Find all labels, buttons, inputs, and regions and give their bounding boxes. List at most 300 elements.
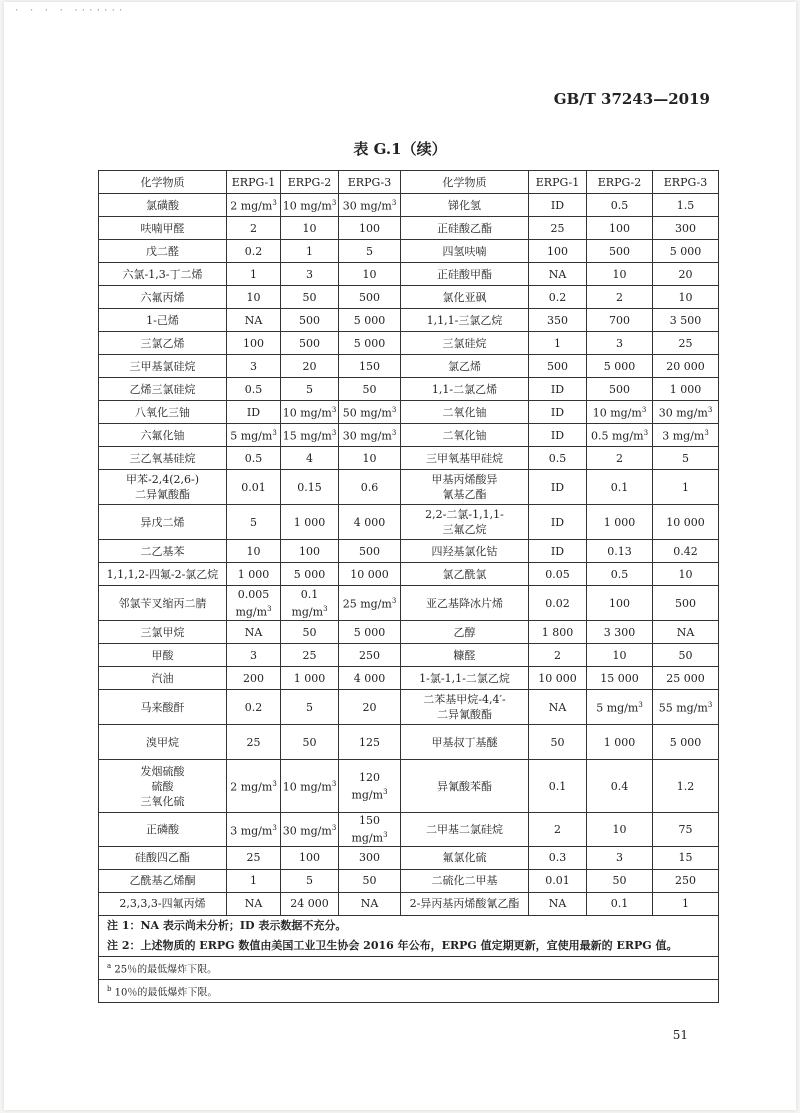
erpg2-value-cell xyxy=(281,424,339,447)
table-row xyxy=(99,309,719,332)
chemical-name: 氯化亚砜 xyxy=(442,290,487,304)
erpg2-value-cell xyxy=(587,355,653,378)
erpg2-value-cell xyxy=(587,869,653,892)
erpg1-value: 25 xyxy=(246,735,261,749)
chemical-name: 氟氯化硫 xyxy=(442,851,487,865)
erpg1-value: 200 xyxy=(243,671,264,685)
erpg2-value-cell xyxy=(587,563,653,586)
chemical-name-cell xyxy=(401,667,529,690)
table-row xyxy=(99,621,719,644)
chemical-name-cell xyxy=(99,621,227,644)
erpg1-value-cell xyxy=(529,217,587,240)
chemical-name-cell xyxy=(401,332,529,355)
chemical-name-cell xyxy=(401,447,529,470)
erpg1-value: 350 xyxy=(547,313,568,327)
erpg2-value: 0.4 xyxy=(610,779,629,793)
erpg2-value: 10 xyxy=(612,648,627,662)
unit-exponent: 3 xyxy=(638,701,643,710)
erpg2-value-cell xyxy=(281,286,339,309)
chemical-name: 异氰酸苯酯 xyxy=(437,779,492,793)
erpg3-value-cell xyxy=(653,378,719,401)
chemical-name-cell xyxy=(401,869,529,892)
chemical-name-cell xyxy=(401,309,529,332)
unit-exponent: 3 xyxy=(383,787,388,796)
erpg3-value: 50 xyxy=(678,648,693,662)
chemical-name: 六氯-1,3-丁二烯 xyxy=(122,267,203,281)
erpg3-value: 1.2 xyxy=(676,779,695,793)
erpg1-value: 3 mg/m xyxy=(230,824,273,838)
chemical-name-cell xyxy=(401,217,529,240)
chemical-name-cell xyxy=(401,240,529,263)
erpg3-value-cell xyxy=(653,194,719,217)
erpg3-value-cell xyxy=(339,355,401,378)
chemical-name: 二苯基甲烷-4,4′- xyxy=(423,693,506,706)
erpg2-value-cell xyxy=(281,309,339,332)
erpg3-value: 125 xyxy=(359,735,380,749)
unit-exponent: 3 xyxy=(272,823,277,832)
erpg3-value-cell xyxy=(339,470,401,505)
erpg3-value: 250 xyxy=(675,874,696,888)
chemical-name-cell xyxy=(99,355,227,378)
chemical-name-cell xyxy=(401,401,529,424)
erpg3-value: 50 xyxy=(362,382,377,396)
table-header-row xyxy=(99,171,719,194)
erpg3-value-cell xyxy=(653,563,719,586)
erpg2-value: 100 xyxy=(609,596,630,610)
erpg3-value: 10 xyxy=(362,267,377,281)
chemical-name-cell xyxy=(401,644,529,667)
erpg3-value: 5 000 xyxy=(669,244,702,258)
erpg3-value-cell xyxy=(339,309,401,332)
erpg2-value-cell xyxy=(281,470,339,505)
table-row xyxy=(99,690,719,725)
erpg2-value: 10 mg/m xyxy=(282,199,332,213)
erpg3-value: 30 mg/m xyxy=(342,429,392,443)
erpg2-value: 5 000 xyxy=(603,359,636,373)
erpg2-value-cell xyxy=(587,621,653,644)
erpg1-value: 0.2 xyxy=(244,244,263,258)
unit-exponent: 3 xyxy=(707,701,713,710)
chemical-name: 马来酸酐 xyxy=(140,700,185,714)
table-row xyxy=(99,263,719,286)
erpg1-value: 0.5 xyxy=(244,382,263,396)
erpg3-value: 10 xyxy=(362,451,377,465)
footnote-text: 25％的最低爆炸下限。 xyxy=(114,963,218,975)
erpg3-value: 20 xyxy=(678,267,693,281)
erpg2-value-cell xyxy=(281,505,339,540)
erpg3-value: 3 mg/m xyxy=(662,429,705,443)
erpg1-value: 2 xyxy=(250,221,257,235)
erpg1-value: 0.01 xyxy=(545,874,570,888)
erpg1-value-cell xyxy=(529,892,587,915)
chemical-name: 二异氰酸酯 xyxy=(135,488,190,501)
erpg1-value-cell xyxy=(529,286,587,309)
erpg1-value: 0.5 xyxy=(244,451,263,465)
chemical-name-cell xyxy=(99,263,227,286)
table-row xyxy=(99,286,719,309)
table-row xyxy=(99,378,719,401)
erpg1-value-cell xyxy=(227,470,281,505)
scan-marks: · · · · ······· xyxy=(14,6,126,16)
col-header: ERPG-3 xyxy=(339,171,401,194)
erpg3-value: 0.6 xyxy=(360,480,379,494)
chemical-name: 戊二醛 xyxy=(146,244,179,258)
erpg1-value-cell xyxy=(529,540,587,563)
table-row xyxy=(99,869,719,892)
erpg2-value: 2 xyxy=(616,451,623,465)
chemical-name: 乙酰基乙烯酮 xyxy=(129,874,196,888)
col-header: ERPG-2 xyxy=(587,171,653,194)
erpg2-value-cell xyxy=(587,892,653,915)
erpg2-value-cell xyxy=(281,540,339,563)
erpg1-value-cell xyxy=(529,194,587,217)
erpg1-value-cell xyxy=(529,263,587,286)
chemical-name-cell xyxy=(99,470,227,505)
unit-exponent: 3 xyxy=(331,406,337,415)
chemical-name-cell xyxy=(401,586,529,621)
chemical-name-cell xyxy=(99,725,227,760)
erpg2-value-cell xyxy=(587,813,653,847)
erpg3-value-cell xyxy=(653,401,719,424)
erpg3-value-cell xyxy=(653,424,719,447)
erpg2-value-cell xyxy=(587,667,653,690)
erpg2-value: 500 xyxy=(609,244,630,258)
chemical-name-cell xyxy=(99,401,227,424)
erpg3-value-cell xyxy=(339,869,401,892)
chemical-name-cell xyxy=(99,540,227,563)
table-row xyxy=(99,667,719,690)
table-row xyxy=(99,644,719,667)
table-row xyxy=(99,424,719,447)
erpg2-value: 100 xyxy=(299,544,320,558)
chemical-name: 2,3,3,3-四氟丙烯 xyxy=(119,897,206,911)
erpg1-value: 1 800 xyxy=(541,625,574,639)
chemical-name-cell xyxy=(99,813,227,847)
standard-number: GB/T 37243—2019 xyxy=(553,90,710,108)
chemical-name-cell xyxy=(99,505,227,540)
erpg2-value: 700 xyxy=(609,313,630,327)
erpg2-value-cell xyxy=(587,846,653,869)
erpg3-value: 30 mg/m xyxy=(342,199,392,213)
erpg1-value: 0.3 xyxy=(548,851,567,865)
erpg3-value: 5 000 xyxy=(353,336,386,350)
note-2: 注 2：上述物质的 ERPG 数值由美国工业卫生协会 2016 年公布，ERPG 值定期更新，宜使用最新的 ERPG 值。 xyxy=(107,938,678,952)
footnote-row xyxy=(99,956,719,979)
chemical-name: 1-氯-1,1-二氯乙烷 xyxy=(419,671,510,685)
erpg2-value: 2 xyxy=(616,290,623,304)
erpg2-value: 500 xyxy=(609,382,630,396)
erpg2-value-cell xyxy=(281,892,339,915)
erpg1-value: ID xyxy=(550,405,565,419)
erpg3-value-cell xyxy=(339,667,401,690)
erpg1-value: 25 xyxy=(246,851,261,865)
erpg2-value-cell xyxy=(587,644,653,667)
erpg1-value-cell xyxy=(529,586,587,621)
chemical-name: 氯乙烯 xyxy=(448,359,481,373)
unit-exponent: 3 xyxy=(272,780,277,789)
erpg3-value-cell xyxy=(339,505,401,540)
erpg3-value-cell xyxy=(653,621,719,644)
erpg1-value: mg/m xyxy=(235,605,268,619)
erpg3-value: 100 xyxy=(359,221,380,235)
chemical-name-cell xyxy=(401,505,529,540)
unit-exponent: 3 xyxy=(383,831,388,839)
erpg1-value: 2 xyxy=(554,648,561,662)
erpg1-value-cell xyxy=(227,869,281,892)
erpg1-value: ID xyxy=(550,382,565,396)
chemical-name-cell xyxy=(99,644,227,667)
erpg1-value-cell xyxy=(529,621,587,644)
footnote-a xyxy=(99,956,719,979)
chemical-name: 甲基叔丁基醚 xyxy=(431,735,498,749)
erpg2-value-cell xyxy=(281,217,339,240)
erpg2-value-cell xyxy=(587,263,653,286)
erpg1-value: 1 xyxy=(250,267,257,281)
erpg1-value: 100 xyxy=(243,336,264,350)
unit-exponent: 3 xyxy=(391,597,397,606)
table-row xyxy=(99,563,719,586)
erpg2-value: 15 mg/m xyxy=(282,429,332,443)
erpg2-value: 5 mg/m xyxy=(596,701,639,715)
erpg2-value: 50 xyxy=(302,290,317,304)
table-row xyxy=(99,240,719,263)
erpg2-value-cell xyxy=(587,401,653,424)
erpg2-value: 5 xyxy=(306,700,313,714)
erpg1-value-cell xyxy=(529,240,587,263)
erpg3-value: 5 000 xyxy=(353,625,386,639)
erpg1-value: 2 xyxy=(554,822,561,836)
table-row xyxy=(99,217,719,240)
chemical-name: 氰基乙酯 xyxy=(442,488,487,501)
erpg1-value-cell xyxy=(529,563,587,586)
chemical-name: 二甲基二氯硅烷 xyxy=(426,822,503,836)
chemical-name-cell xyxy=(401,194,529,217)
chemical-name-cell xyxy=(99,846,227,869)
erpg1-value-cell xyxy=(227,240,281,263)
erpg3-value-cell xyxy=(339,240,401,263)
chemical-name: 三氯硅烷 xyxy=(442,336,487,350)
erpg1-value-cell xyxy=(227,217,281,240)
unit-exponent: 3 xyxy=(272,429,277,438)
erpg2-value-cell xyxy=(587,378,653,401)
erpg3-value: 20 000 xyxy=(666,359,705,373)
erpg3-value-cell xyxy=(653,447,719,470)
chemical-name: 二氧化铀 xyxy=(442,405,487,419)
erpg1-value: ID xyxy=(550,515,565,529)
chemical-name: 2-异丙基丙烯酸氰乙酯 xyxy=(409,897,520,911)
table-row xyxy=(99,540,719,563)
chemical-name: 锑化氢 xyxy=(448,198,481,212)
chemical-name: 三甲氧基甲硅烷 xyxy=(426,451,503,465)
erpg3-value-cell xyxy=(653,309,719,332)
erpg2-value: 100 xyxy=(609,221,630,235)
footnote-text: 10％的最低爆炸下限。 xyxy=(114,987,218,999)
erpg1-value: NA xyxy=(548,897,567,911)
unit-exponent: 3 xyxy=(641,406,647,415)
footnote-mark: a xyxy=(107,961,112,970)
erpg3-value: 55 mg/m xyxy=(658,701,708,715)
table-row xyxy=(99,401,719,424)
erpg1-value-cell xyxy=(227,621,281,644)
chemical-name: 硫酸 xyxy=(151,779,174,793)
erpg1-value: ID xyxy=(550,428,565,442)
chemical-name-cell xyxy=(99,667,227,690)
erpg1-value-cell xyxy=(529,667,587,690)
chemical-name-cell xyxy=(401,621,529,644)
table-title: 表 G.1（续） xyxy=(353,140,447,158)
chemical-name: 六氟丙烯 xyxy=(140,290,185,304)
table-row xyxy=(99,760,719,813)
table-row xyxy=(99,470,719,505)
unit-exponent: 3 xyxy=(331,429,337,438)
erpg1-value: 5 mg/m xyxy=(230,429,273,443)
erpg2-value: 500 xyxy=(299,313,320,327)
erpg2-value-cell xyxy=(281,869,339,892)
chemical-name-cell xyxy=(99,586,227,621)
chemical-name-cell xyxy=(99,194,227,217)
document-page xyxy=(4,2,796,1110)
erpg3-value-cell xyxy=(653,644,719,667)
erpg3-value: 3 500 xyxy=(669,313,702,327)
erpg1-value-cell xyxy=(529,760,587,813)
erpg-table xyxy=(98,170,719,1003)
erpg1-value-cell xyxy=(227,263,281,286)
erpg3-value: 4 000 xyxy=(353,671,386,685)
erpg2-value: 20 xyxy=(302,359,317,373)
erpg3-value: 500 xyxy=(359,290,380,304)
chemical-name: 正硅酸乙酯 xyxy=(437,221,492,235)
erpg1-value-cell xyxy=(227,813,281,847)
chemical-name-cell xyxy=(99,869,227,892)
erpg2-value-cell xyxy=(281,240,339,263)
erpg2-value-cell xyxy=(281,378,339,401)
erpg3-value: 50 xyxy=(362,874,377,888)
erpg3-value-cell xyxy=(653,846,719,869)
erpg1-value: 0.05 xyxy=(545,567,570,581)
erpg2-value-cell xyxy=(281,690,339,725)
erpg1-value-cell xyxy=(529,447,587,470)
erpg3-value-cell xyxy=(339,286,401,309)
chemical-name: 三氧化硫 xyxy=(140,794,185,808)
unit-exponent: 3 xyxy=(704,429,709,438)
erpg3-value-cell xyxy=(339,644,401,667)
chemical-name: 糠醛 xyxy=(453,648,476,662)
erpg2-value: 10 mg/m xyxy=(592,406,642,420)
chemical-name-cell xyxy=(401,690,529,725)
erpg3-value: 300 xyxy=(675,221,696,235)
chemical-name-cell xyxy=(401,846,529,869)
erpg3-value-cell xyxy=(339,540,401,563)
erpg1-value-cell xyxy=(227,563,281,586)
table-row xyxy=(99,846,719,869)
erpg1-value-cell xyxy=(529,332,587,355)
erpg2-value: 1 xyxy=(306,244,313,258)
chemical-name: 亚乙基降冰片烯 xyxy=(426,596,503,610)
erpg1-value: NA xyxy=(244,897,263,911)
erpg3-value-cell xyxy=(653,813,719,847)
table-row xyxy=(99,447,719,470)
erpg1-value-cell xyxy=(529,309,587,332)
erpg1-value: NA xyxy=(244,313,263,327)
erpg2-value: 4 xyxy=(306,451,313,465)
erpg1-value: 1 000 xyxy=(237,567,270,581)
erpg3-value: 1 000 xyxy=(669,382,702,396)
chemical-name-cell xyxy=(99,424,227,447)
erpg2-value: 24 000 xyxy=(290,897,329,911)
erpg3-value: 5 xyxy=(682,451,689,465)
erpg3-value-cell xyxy=(339,760,401,813)
table-row xyxy=(99,725,719,760)
erpg1-value: 0.01 xyxy=(241,480,266,494)
chemical-name: 三氯乙烯 xyxy=(140,336,185,350)
footnote-b xyxy=(99,979,719,1002)
erpg2-value: 1 000 xyxy=(293,671,326,685)
erpg2-value: 1 000 xyxy=(603,735,636,749)
col-header: ERPG-3 xyxy=(653,171,719,194)
erpg3-value-cell xyxy=(653,470,719,505)
table-row xyxy=(99,505,719,540)
erpg2-value: 50 xyxy=(302,735,317,749)
erpg3-value: 25 000 xyxy=(666,671,705,685)
erpg3-value-cell xyxy=(339,586,401,621)
erpg1-value-cell xyxy=(529,470,587,505)
erpg2-value-cell xyxy=(587,240,653,263)
chemical-name-cell xyxy=(401,540,529,563)
erpg1-value-cell xyxy=(227,286,281,309)
erpg3-value-cell xyxy=(653,286,719,309)
erpg1-value: 500 xyxy=(547,359,568,373)
erpg2-value: 5 xyxy=(306,382,313,396)
erpg1-value: 50 xyxy=(550,735,565,749)
erpg3-value-cell xyxy=(653,540,719,563)
unit-exponent: 3 xyxy=(323,604,328,613)
erpg1-value-cell xyxy=(529,401,587,424)
erpg1-value: 10 000 xyxy=(538,671,577,685)
chemical-name: 2,2-二氯-1,1,1- xyxy=(425,508,504,521)
erpg3-value: 300 xyxy=(359,851,380,865)
erpg1-value: 10 xyxy=(246,290,261,304)
chemical-name: 异戊二烯 xyxy=(140,515,185,529)
erpg1-value-cell xyxy=(529,869,587,892)
erpg3-value-cell xyxy=(339,690,401,725)
chemical-name: 1,1,1-三氯乙烷 xyxy=(426,313,503,327)
unit-exponent: 3 xyxy=(391,199,397,208)
erpg2-value-cell xyxy=(281,355,339,378)
erpg3-value-cell xyxy=(339,401,401,424)
erpg2-value-cell xyxy=(587,690,653,725)
erpg2-value: 50 xyxy=(302,625,317,639)
unit-exponent: 3 xyxy=(267,604,272,613)
erpg3-value-cell xyxy=(339,447,401,470)
erpg3-value-cell xyxy=(339,813,401,847)
col-header: 化学物质 xyxy=(99,171,227,194)
chemical-name-cell xyxy=(99,563,227,586)
erpg2-value: 0.5 mg/m xyxy=(590,429,644,443)
chemical-name: 三乙氧基硅烷 xyxy=(129,451,196,465)
chemical-name: 1,1,1,2-四氟-2-氯乙烷 xyxy=(106,567,219,581)
erpg3-value: 0.42 xyxy=(673,544,698,558)
chemical-name-cell xyxy=(99,378,227,401)
erpg3-value-cell xyxy=(339,263,401,286)
erpg2-value-cell xyxy=(587,332,653,355)
erpg3-value-cell xyxy=(653,355,719,378)
chemical-name: 正磷酸 xyxy=(146,822,179,836)
erpg1-value-cell xyxy=(227,447,281,470)
erpg1-value: ID xyxy=(550,198,565,212)
footnote-mark: b xyxy=(107,984,112,993)
chemical-name: 溴甲烷 xyxy=(146,735,179,749)
table-row xyxy=(99,586,719,621)
